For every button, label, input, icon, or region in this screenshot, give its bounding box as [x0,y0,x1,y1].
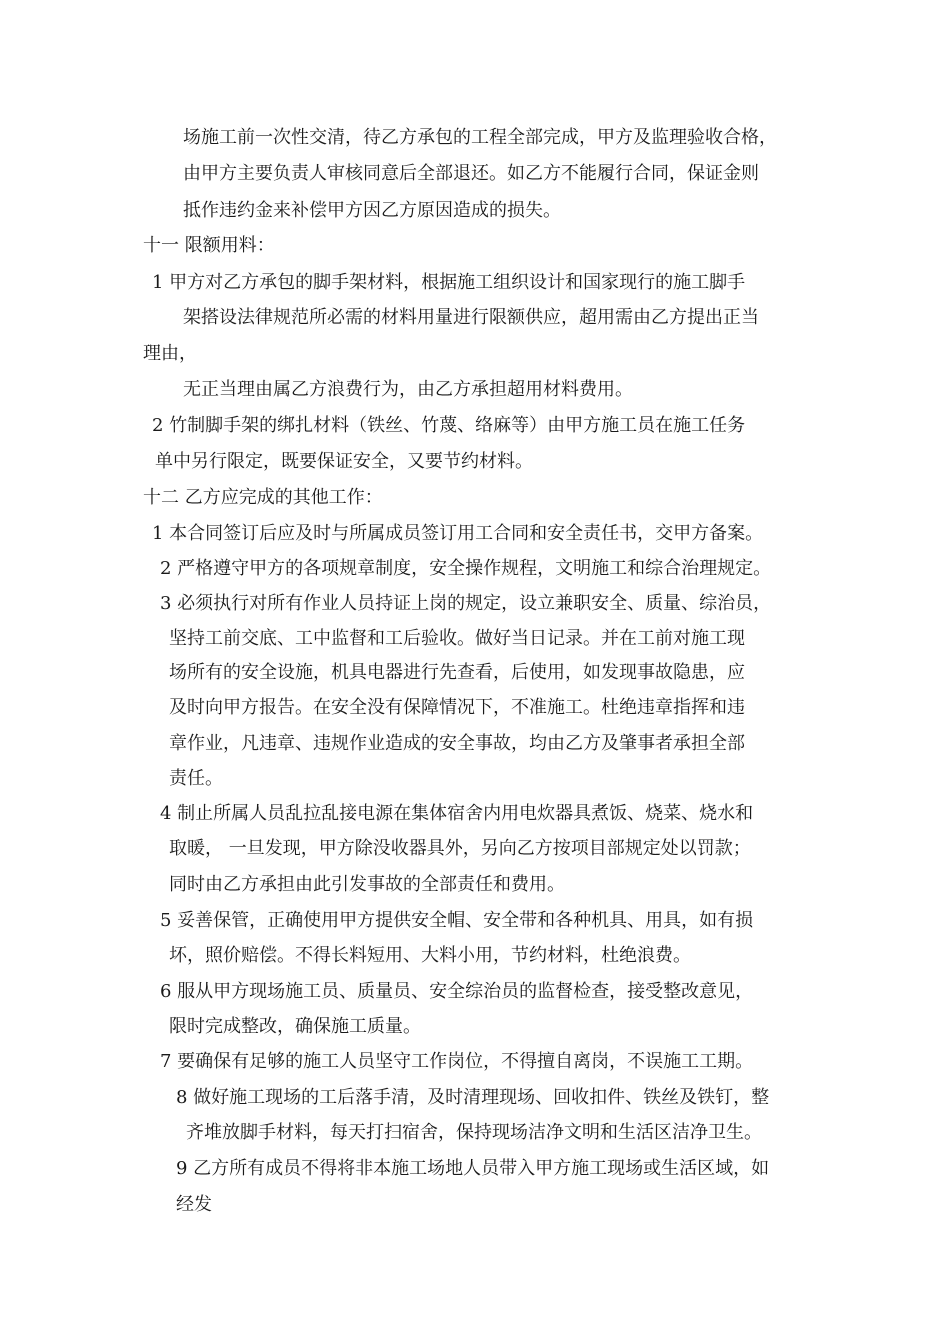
text-line-6: 架搭设法律规范所必需的材料用量进行限额供应，超用需由乙方提出正当 [183,307,759,328]
text-line-26: 限时完成整改，确保施工质量。 [169,1016,421,1037]
text-line-2: 由甲方主要负责人审核同意后全部退还。如乙方不能履行合同，保证金则 [183,163,759,184]
text-line-10: 单中另行限定，既要保证安全，又要节约材料。 [155,451,533,472]
text-line-19: 责任。 [169,768,223,789]
text-line-21: 取暖， 一旦发现，甲方除没收器具外，另向乙方按项目部规定处以罚款； [169,838,751,859]
text-line-27: 7 要确保有足够的施工人员坚守工作岗位，不得擅自离岗，不误施工工期。 [160,1051,754,1072]
text-line-7: 理由， [143,343,197,364]
text-line-25: 6 服从甲方现场施工员、质量员、安全综治员的监督检查，接受整改意见， [160,981,754,1002]
text-line-30: 9 乙方所有成员不得将非本施工场地人员带入甲方施工现场或生活区域，如 [176,1158,770,1179]
text-line-9: 2 竹制脚手架的绑扎材料（铁丝、竹蔑、络麻等）由甲方施工员在施工任务 [152,415,746,436]
text-line-23: 5 妥善保管，正确使用甲方提供安全帽、安全带和各种机具、用具，如有损 [160,910,754,931]
text-line-18: 章作业，凡违章、违规作业造成的安全事故，均由乙方及肇事者承担全部 [169,733,745,754]
text-line-17: 及时向甲方报告。在安全没有保障情况下，不准施工。杜绝违章指挥和违 [169,697,745,718]
text-line-15: 坚持工前交底、工中监督和工后验收。做好当日记录。并在工前对施工现 [169,628,745,649]
section-12-heading: 十二 乙方应完成的其他工作： [143,487,383,508]
text-line-14: 3 必须执行对所有作业人员持证上岗的规定，设立兼职安全、质量、综治员， [160,593,772,614]
text-line-20: 4 制止所属人员乱拉乱接电源在集体宿舍内用电炊器具煮饭、烧菜、烧水和 [160,803,754,824]
text-line-28: 8 做好施工现场的工后落手清，及时清理现场、回收扣件、铁丝及铁钉，整 [176,1087,770,1108]
text-line-5: 1 甲方对乙方承包的脚手架材料，根据施工组织设计和国家现行的施工脚手 [152,272,746,293]
text-line-16: 场所有的安全设施，机具电器进行先查看，后使用，如发现事故隐患，应 [169,662,745,683]
text-line-24: 坏，照价赔偿。不得长料短用、大料小用，节约材料，杜绝浪费。 [169,945,691,966]
text-line-29: 齐堆放脚手材料，每天打扫宿舍，保持现场洁净文明和生活区洁净卫生。 [186,1122,762,1143]
section-11-heading: 十一 限额用料： [143,235,275,256]
text-line-8: 无正当理由属乙方浪费行为，由乙方承担超用材料费用。 [183,379,633,400]
text-line-31: 经发 [176,1194,212,1215]
text-line-1: 场施工前一次性交清，待乙方承包的工程全部完成，甲方及监理验收合格， [183,127,777,148]
text-line-13: 2 严格遵守甲方的各项规章制度，安全操作规程，文明施工和综合治理规定。 [160,558,772,579]
text-line-22: 同时由乙方承担由此引发事故的全部责任和费用。 [169,874,565,895]
text-line-3: 抵作违约金来补偿甲方因乙方原因造成的损失。 [183,200,561,221]
text-line-12: 1 本合同签订后应及时与所属成员签订用工合同和安全责任书，交甲方备案。 [152,523,764,544]
